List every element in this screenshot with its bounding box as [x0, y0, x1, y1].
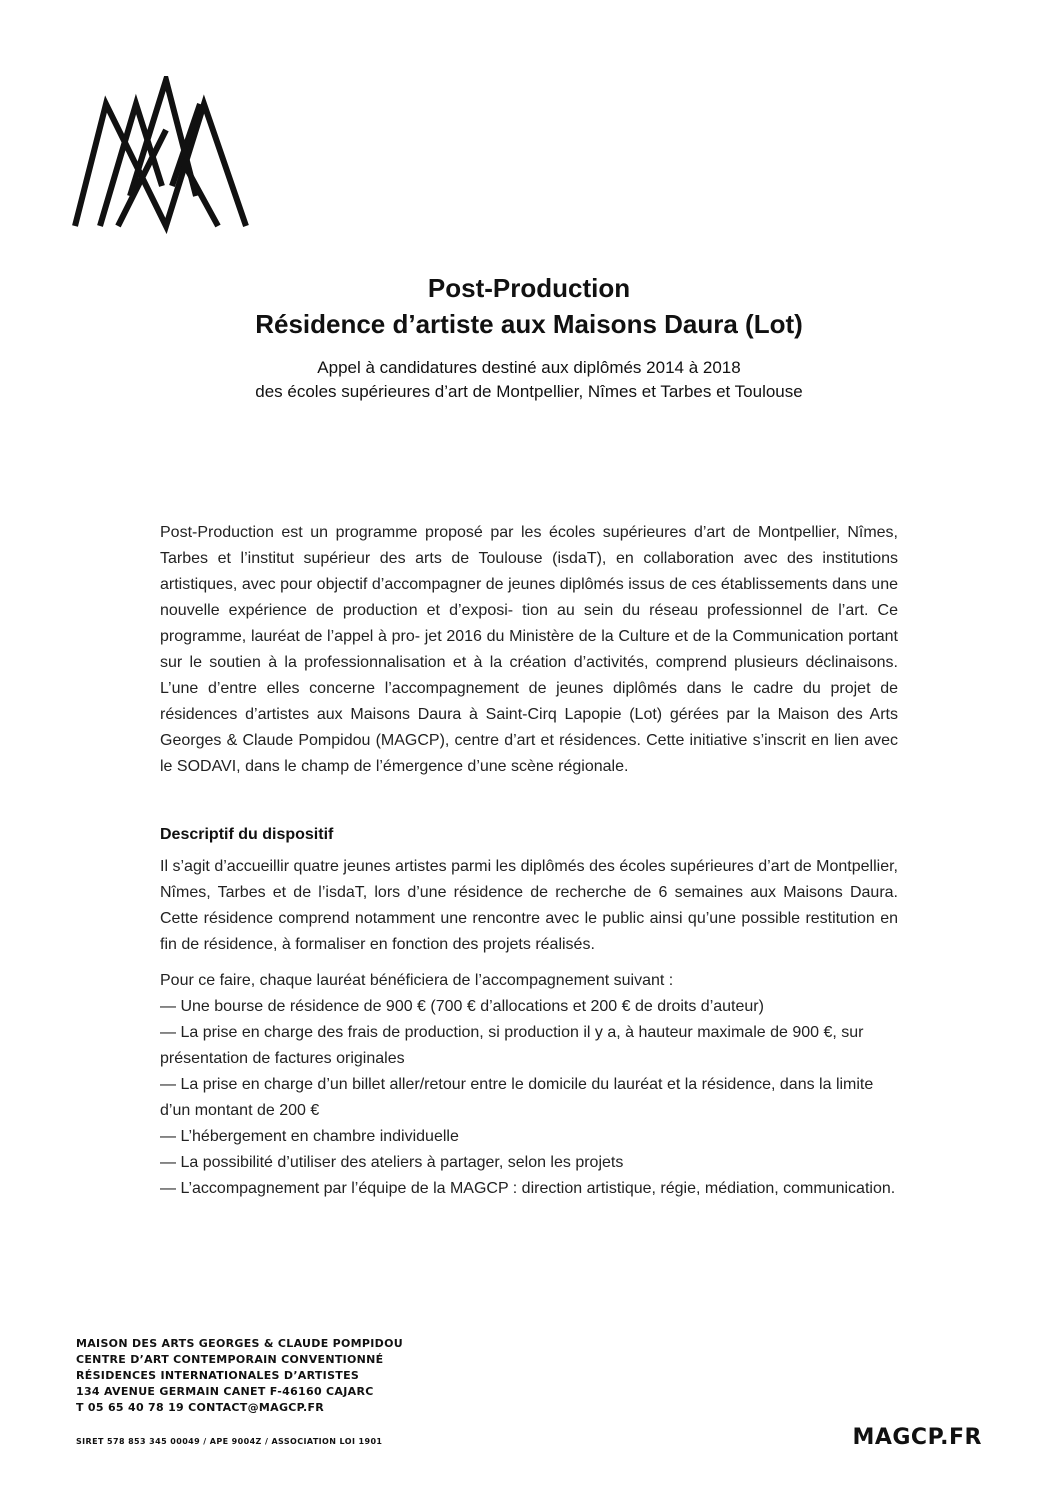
section-paragraph: Il s’agit d’accueillir quatre jeunes artistes parmi les diplômés des écoles supérieures d’art de Montpellier, Nîmes, Tarbes et de l’isdaT, lors d’une résidence de recherche de 6 semaines aux Maisons Daura. Cette résidence comprend notamment une rencontre avec le public ainsi qu’une possible restitution en fin de résidence, à formaliser en fonction des projets réalisés. — [160, 858, 898, 953]
subtitle-line-2: des écoles supérieures d’art de Montpellier, Nîmes et Tarbes et Toulouse — [255, 382, 803, 401]
intro-paragraph: Post-Production est un programme proposé par les écoles supérieures d’art de Montpellier, Nîmes, Tarbes et l’institut supérieur des arts de Toulouse (isdaT), en collaboration avec des institutions artistiques, avec pour objectif d’accompagner de jeunes diplômés issus de ces établissements dans une nouvelle expérience de production et d’exposi- tion au sein du réseau professionnel de l’art. Ce programme, lauréat de l’appel à pro- jet 2016 du Ministère de la Culture et de la Communication portant sur le soutien à la professionnalisation et à la création d’activités, comprend plusieurs déclinaisons. L’une d’entre elles concerne l’accompagnement de jeunes diplômés dans le cadre du projet de résidences d’artistes aux Maisons Daura à Saint-Cirq Lapopie (Lot) gérées par la Maison des Arts Georges & Claude Pompidou (MAGCP), centre d’art et résidences. Cette initiative s’inscrit en lien avec le SODAVI, dans le champ de l’émergence d’une scène régionale. — [160, 524, 898, 775]
website-link[interactable]: MAGCP.FR — [852, 1425, 982, 1450]
benefit-item: — La prise en charge d’un billet aller/retour entre le domicile du lauréat et la résidence, dans la limite d’un montant de 200 € — [160, 1076, 874, 1119]
title-line-1: Post-Production — [427, 273, 631, 303]
benefits-list — [160, 994, 898, 1202]
footer-line-organization: MAISON DES ARTS GEORGES & CLAUDE POMPIDOU — [76, 1337, 403, 1350]
magcp-logo-icon — [72, 76, 252, 236]
section-heading: Descriptif du dispositif — [160, 826, 334, 843]
benefit-item: — Une bourse de résidence de 900 € (700 € d’allocations et 200 € de droits d’auteur) — [160, 998, 764, 1015]
footer-line-contact: T 05 65 40 78 19 CONTACT@MAGCP.FR — [76, 1401, 325, 1414]
benefit-item: — L’accompagnement par l’équipe de la MAGCP : direction artistique, régie, médiation, communication. — [160, 1180, 896, 1197]
benefit-item: — L’hébergement en chambre individuelle — [160, 1128, 459, 1145]
footer-address — [76, 1336, 636, 1416]
title-block — [0, 270, 1058, 404]
document-title — [0, 270, 1058, 342]
benefits-lead: Pour ce faire, chaque lauréat bénéficiera de l’accompagnement suivant : — [160, 972, 674, 989]
benefit-item: — La possibilité d’utiliser des ateliers à partager, selon les projets — [160, 1154, 624, 1171]
footer-line-address: 134 AVENUE GERMAIN CANET F-46160 CAJARC — [76, 1385, 374, 1398]
benefit-item: — La prise en charge des frais de production, si production il y a, à hauteur maximale de 900 €, sur présentation de factures originales — [160, 1024, 864, 1067]
footer-line-centre: CENTRE D’ART CONTEMPORAIN CONVENTIONNÉ — [76, 1353, 384, 1366]
title-line-2: Résidence d’artiste aux Maisons Daura (Lot) — [255, 309, 803, 339]
footer-line-residences: RÉSIDENCES INTERNATIONALES D’ARTISTES — [76, 1369, 360, 1382]
document-subtitle — [0, 356, 1058, 404]
footer-legal: SIRET 578 853 345 00049 / APE 9004Z / ASSOCIATION LOI 1901 — [76, 1437, 383, 1446]
main-content — [160, 520, 898, 1202]
subtitle-line-1: Appel à candidatures destiné aux diplômés 2014 à 2018 — [317, 358, 741, 377]
